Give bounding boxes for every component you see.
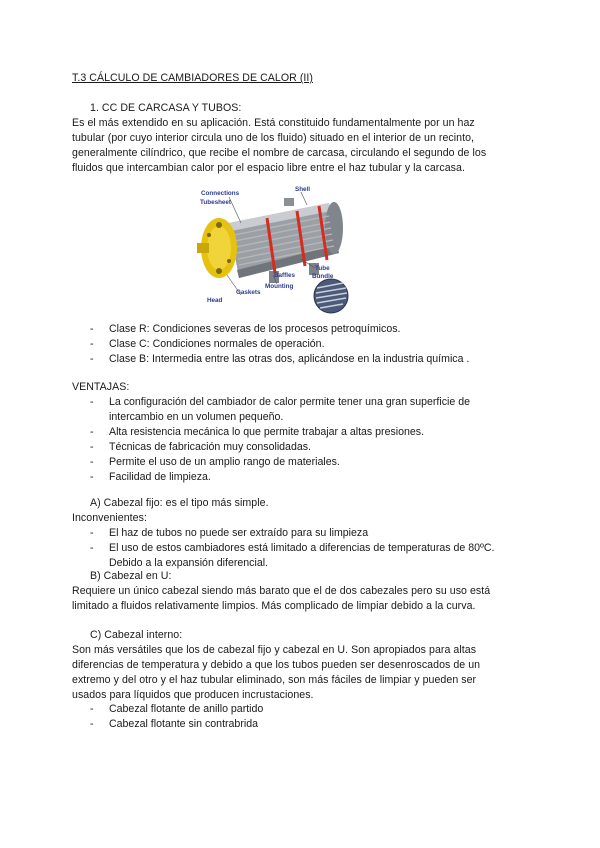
list-item: El uso de estos cambiadores está limitado a diferencias de temperaturas de 80ºC. (109, 542, 495, 554)
list-dash: - (90, 338, 94, 350)
figure-label-tube: Tube (315, 265, 330, 272)
list-item: Clase R: Condiciones severas de los procesos petroquímicos. (109, 323, 401, 335)
heat-exchanger-figure (189, 183, 357, 316)
list-dash: - (90, 441, 94, 453)
list-item: La configuración del cambiador de calor permite tener una gran superficie de (109, 396, 470, 408)
list-dash: - (90, 703, 94, 715)
paragraph-line: Es el más extendido en su aplicación. Está constituido fundamentalmente por un haz (72, 117, 475, 129)
list-item: Permite el uso de un amplio rango de materiales. (109, 456, 340, 468)
figure-label-bundle: Bundle (312, 273, 334, 280)
list-item: Técnicas de fabricación muy consolidadas. (109, 441, 311, 453)
paragraph-line: fluidos que intercambian calor por el espacio libre entre el haz tubular y la carcasa. (72, 162, 465, 174)
list-dash: - (90, 396, 94, 408)
list-item: Clase C: Condiciones normales de operación. (109, 338, 325, 350)
list-item: Clase B: Intermedia entre las otras dos, aplicándose en la industria química . (109, 353, 470, 365)
cabezal-u-heading: B) Cabezal en U: (90, 570, 172, 582)
list-dash: - (90, 718, 94, 730)
paragraph-line: Requiere un único cabezal siendo más barato que el de dos cabezales pero su uso está (72, 585, 491, 597)
figure-label-shell: Shell (295, 186, 311, 193)
list-dash: - (90, 456, 94, 468)
list-dash: - (90, 527, 94, 539)
paragraph-line: diferencias de temperatura y debido a que los tubos pueden ser desenroscados de un (72, 659, 481, 671)
cabezal-fijo-heading: A) Cabezal fijo: es el tipo más simple. (90, 497, 269, 509)
figure-label-tubesheet: Tubesheet (200, 199, 232, 206)
page-title: T.3 CÁLCULO DE CAMBIADORES DE CALOR (II) (72, 72, 313, 84)
paragraph-line: extremo y del otro y el haz tubular eliminado, son más fáciles de limpiar y pueden ser (72, 674, 477, 686)
list-item-continuation: intercambio en un volumen pequeño. (109, 411, 284, 423)
list-item: Facilidad de limpieza. (109, 471, 211, 483)
paragraph-line: limitado a fluidos relativamente limpios. Más complicado de limpiar debido a la curva. (72, 600, 476, 612)
section-heading-carcasa-tubos: 1. CC DE CARCASA Y TUBOS: (90, 102, 242, 114)
paragraph-line: usados para líquidos que producen incrustaciones. (72, 689, 314, 701)
list-item-continuation: Debido a la expansión diferencial. (109, 557, 269, 569)
figure-label-head: Head (207, 297, 223, 304)
list-dash: - (90, 542, 94, 554)
figure-label-baffles: Baffles (274, 272, 295, 279)
list-item: Alta resistencia mecánica lo que permite trabajar a altas presiones. (109, 426, 425, 438)
list-dash: - (90, 471, 94, 483)
paragraph-line: generalmente cilíndrico, que recibe el nombre de carcasa, circulando el segundo de los (72, 147, 487, 159)
figure-label-mounting: Mounting (265, 283, 294, 290)
figure-label-gaskets: Gaskets (236, 289, 261, 296)
list-dash: - (90, 353, 94, 365)
tube-bundle-closeup (314, 279, 348, 313)
inconvenientes-label: Inconvenientes: (72, 512, 147, 524)
cabezal-interno-heading: C) Cabezal interno: (90, 629, 183, 641)
list-dash: - (90, 426, 94, 438)
ventajas-heading: VENTAJAS: (72, 381, 130, 393)
list-item: Cabezal flotante de anillo partido (109, 703, 264, 715)
paragraph-line: Son más versátiles que los de cabezal fijo y cabezal en U. Son apropiados para altas (72, 644, 477, 656)
paragraph-line: tubular (por cuyo interior circula uno de los fluido) situado en el interior de un recinto, (72, 132, 475, 144)
figure-label-connections: Connections (201, 190, 240, 197)
list-item: Cabezal flotante sin contrabrida (109, 718, 258, 730)
list-dash: - (90, 323, 94, 335)
list-item: El haz de tubos no puede ser extraído para su limpieza (109, 527, 369, 539)
